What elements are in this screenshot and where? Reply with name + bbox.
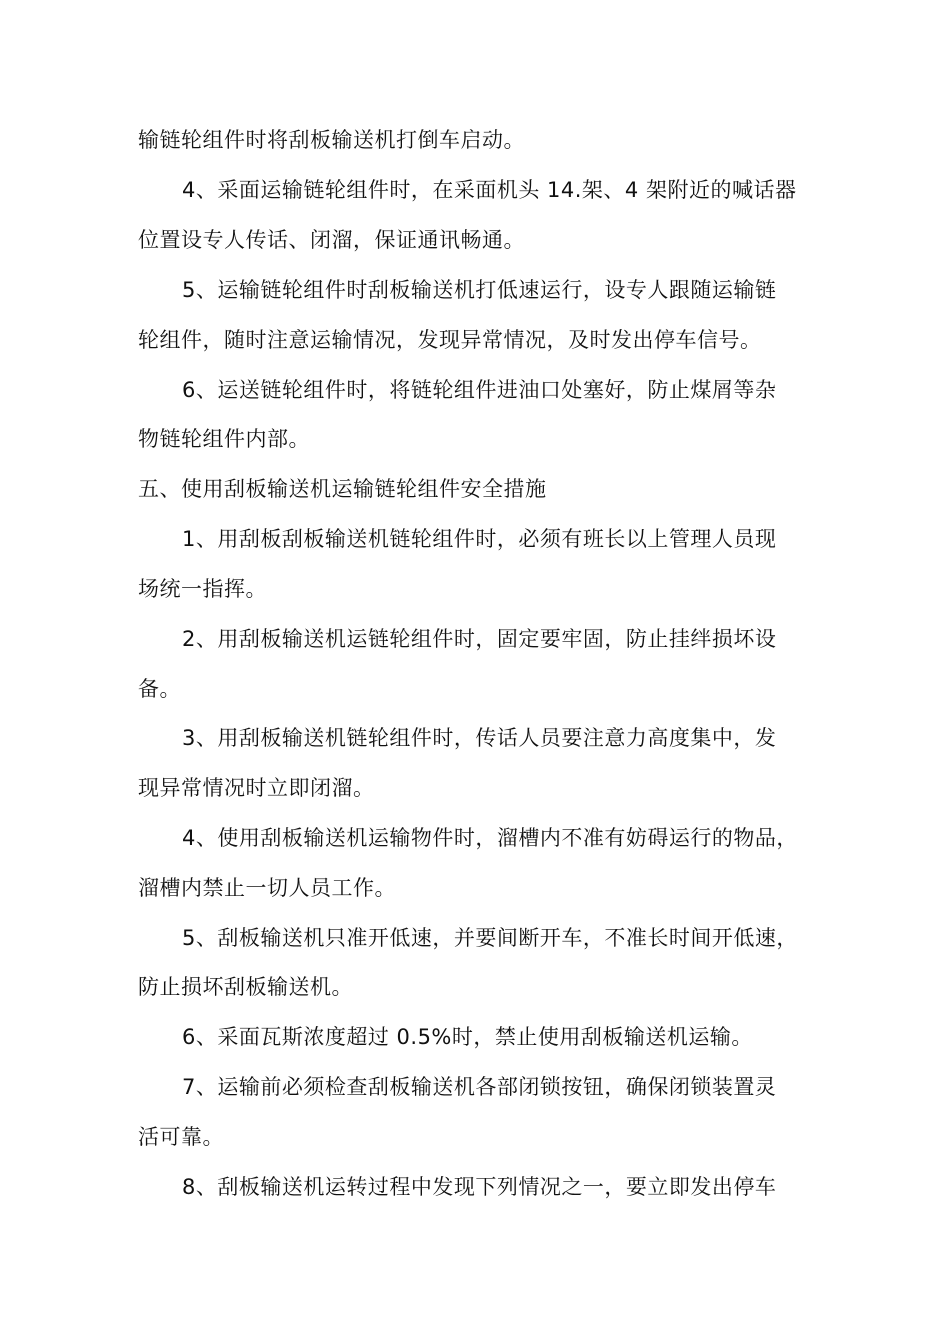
text-line-10: 场统一指挥。 <box>138 577 267 601</box>
text-line-3: 位置设专人传话、闭溜，保证通讯畅通。 <box>138 228 525 252</box>
text-line-5: 轮组件，随时注意运输情况，发现异常情况，及时发出停车信号。 <box>138 328 762 352</box>
text-line-1: 输链轮组件时将刮板输送机打倒车启动。 <box>138 128 525 152</box>
section-heading: 五、使用刮板输送机运输链轮组件安全措施 <box>138 477 547 501</box>
text-line-4: 5、运输链轮组件时刮板输送机打低速运行，设专人跟随运输链 <box>182 278 777 302</box>
text-line-21: 活可靠。 <box>138 1125 224 1149</box>
text-line-18: 防止损坏刮板输送机。 <box>138 975 353 999</box>
text-line-15: 4、使用刮板输送机运输物件时，溜槽内不准有妨碍运行的物品， <box>182 826 798 850</box>
text-line-2: 4、采面运输链轮组件时，在采面机头 14.架、4 架附近的喊话器 <box>182 178 797 202</box>
text-line-20: 7、运输前必须检查刮板输送机各部闭锁按钮，确保闭锁装置灵 <box>182 1075 777 1099</box>
text-line-6: 6、运送链轮组件时，将链轮组件进油口处塞好，防止煤屑等杂 <box>182 378 777 402</box>
text-line-19: 6、采面瓦斯浓度超过 0.5%时，禁止使用刮板输送机运输。 <box>182 1025 753 1049</box>
text-line-7: 物链轮组件内部。 <box>138 427 310 451</box>
text-line-16: 溜槽内禁止一切人员工作。 <box>138 876 396 900</box>
text-line-9: 1、用刮板刮板输送机链轮组件时，必须有班长以上管理人员现 <box>182 527 777 551</box>
text-line-13: 3、用刮板输送机链轮组件时，传话人员要注意力高度集中，发 <box>182 726 777 750</box>
text-line-12: 备。 <box>138 677 181 701</box>
text-line-22: 8、刮板输送机运转过程中发现下列情况之一，要立即发出停车 <box>182 1175 777 1199</box>
text-line-14: 现异常情况时立即闭溜。 <box>138 776 375 800</box>
text-line-11: 2、用刮板输送机运链轮组件时，固定要牢固，防止挂绊损坏设 <box>182 627 777 651</box>
text-line-17: 5、刮板输送机只准开低速，并要间断开车，不准长时间开低速， <box>182 926 798 950</box>
